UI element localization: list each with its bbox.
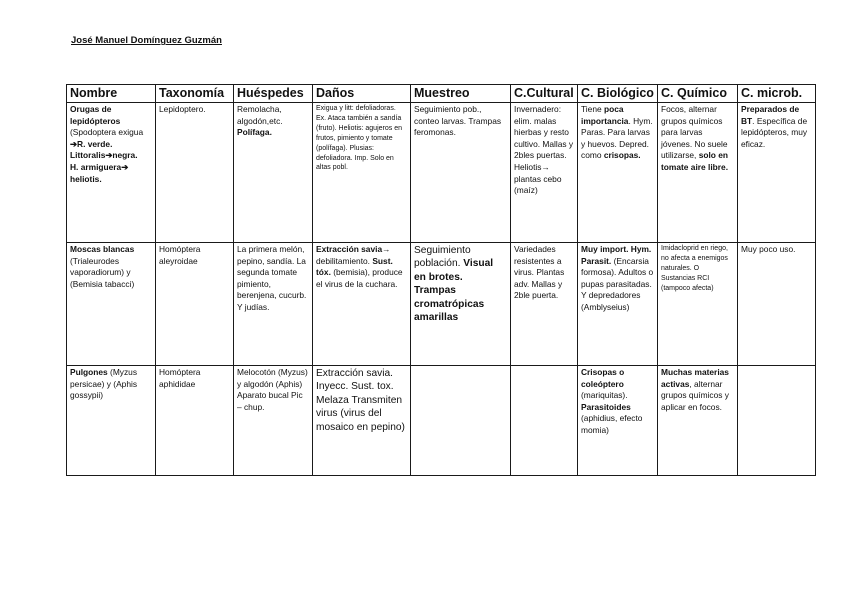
header-microb: C. microb. [738, 85, 816, 103]
arrow-right-icon: → [382, 244, 391, 254]
table-header-row [67, 85, 816, 103]
cell-muestreo: Seguimiento pob., conteo larvas. Trampas feromonas. [411, 103, 511, 243]
header-muestreo: Muestreo [411, 85, 511, 103]
arrow-right-icon: → [541, 161, 550, 172]
table-row [67, 243, 816, 366]
author-name: José Manuel Domínguez Guzmán [71, 35, 222, 46]
cell-muestreo [411, 366, 511, 476]
cell-biologico: Muy import. Hym. Parasit. (Encarsia formosa). Adultos o pupas parasitadas. Y depredadores (Amblyseius) [578, 243, 658, 366]
table-row [67, 103, 816, 243]
cell-nombre: Orugas de lepidópteros (Spodoptera exigua ➔R. verde. Littoralis➔negra. H. armiguera➔ heliotis. [67, 103, 156, 243]
pest-control-table [66, 84, 816, 476]
cell-danos: Extracción savia. Inyecc. Sust. tox. Melaza Transmiten virus (virus del mosaico en pepino) [313, 366, 411, 476]
cell-huespedes: Melocotón (Myzus) y algodón (Aphis) Aparato bucal Pic – chup. [234, 366, 313, 476]
cell-microb: Muy poco uso. [738, 243, 816, 366]
cell-nombre: Pulgones (Myzus persicae) y (Aphis gossypii) [67, 366, 156, 476]
cell-huespedes: Remolacha, algodón,etc. Polífaga. [234, 103, 313, 243]
header-quimico: C. Químico [658, 85, 738, 103]
cell-danos: Exigua y litt: defoliadoras. Ex. Ataca también a sandía (fruto). Heliotis: agujeros en frutos, pimiento y tomate (polífaga). Plusias: defoliadora. Imp. Solo en altas pobl. [313, 103, 411, 243]
arrow-right-icon: ➔ [105, 150, 113, 161]
cell-huespedes: La primera melón, pepino, sandía. La segunda tomate pimiento, berenjena, cucurb. Y judías. [234, 243, 313, 366]
cell-quimico: Imidacloprid en riego, no afecta a enemigos naturales. O Sustancias RCI (tampoco afecta) [658, 243, 738, 366]
cell-taxonomia: Lepidoptero. [156, 103, 234, 243]
cell-microb: Preparados de BT. Específica de lepidópteros, muy eficaz. [738, 103, 816, 243]
arrow-right-icon: ➔ [121, 161, 129, 172]
cell-cultural: Variedades resistentes a virus. Plantas adv. Mallas y 2ble puerta. [511, 243, 578, 366]
cell-cultural: Invernadero: elim. malas hierbas y resto cultivo. Mallas y 2bles puertas. Heliotis→ plantas cebo (maíz) [511, 103, 578, 243]
header-biologico: C. Biológico [578, 85, 658, 103]
cell-muestreo: Seguimiento población. Visual en brotes. Trampas cromatrópicas amarillas [411, 243, 511, 366]
cell-biologico: Tiene poca importancia. Hym. Paras. Para larvas y huevos. Depred. como crisopas. [578, 103, 658, 243]
header-nombre: Nombre [67, 85, 156, 103]
header-cultural: C.Cultural [511, 85, 578, 103]
cell-danos: Extracción savia→ debilitamiento. Sust. tóx. (bemisia), produce el virus de la cuchara. [313, 243, 411, 366]
header-danos: Daños [313, 85, 411, 103]
cell-quimico: Focos, alternar grupos químicos para larvas jóvenes. No suele utilizarse, solo en tomate aire libre. [658, 103, 738, 243]
header-huespedes: Huéspedes [234, 85, 313, 103]
cell-nombre: Moscas blancas (Trialeurodes vaporadiorum) y (Bemisia tabacci) [67, 243, 156, 366]
arrow-right-icon: ➔ [70, 138, 78, 149]
header-taxonomia: Taxonomía [156, 85, 234, 103]
cell-cultural [511, 366, 578, 476]
table-row [67, 366, 816, 476]
cell-taxonomia: Homóptera aleyroidae [156, 243, 234, 366]
cell-biologico: Crisopas o coleóptero (mariquitas). Parasitoides (aphidius, efecto momia) [578, 366, 658, 476]
cell-microb [738, 366, 816, 476]
cell-taxonomia: Homóptera aphididae [156, 366, 234, 476]
cell-quimico: Muchas materias activas, alternar grupos químicos y aplicar en focos. [658, 366, 738, 476]
